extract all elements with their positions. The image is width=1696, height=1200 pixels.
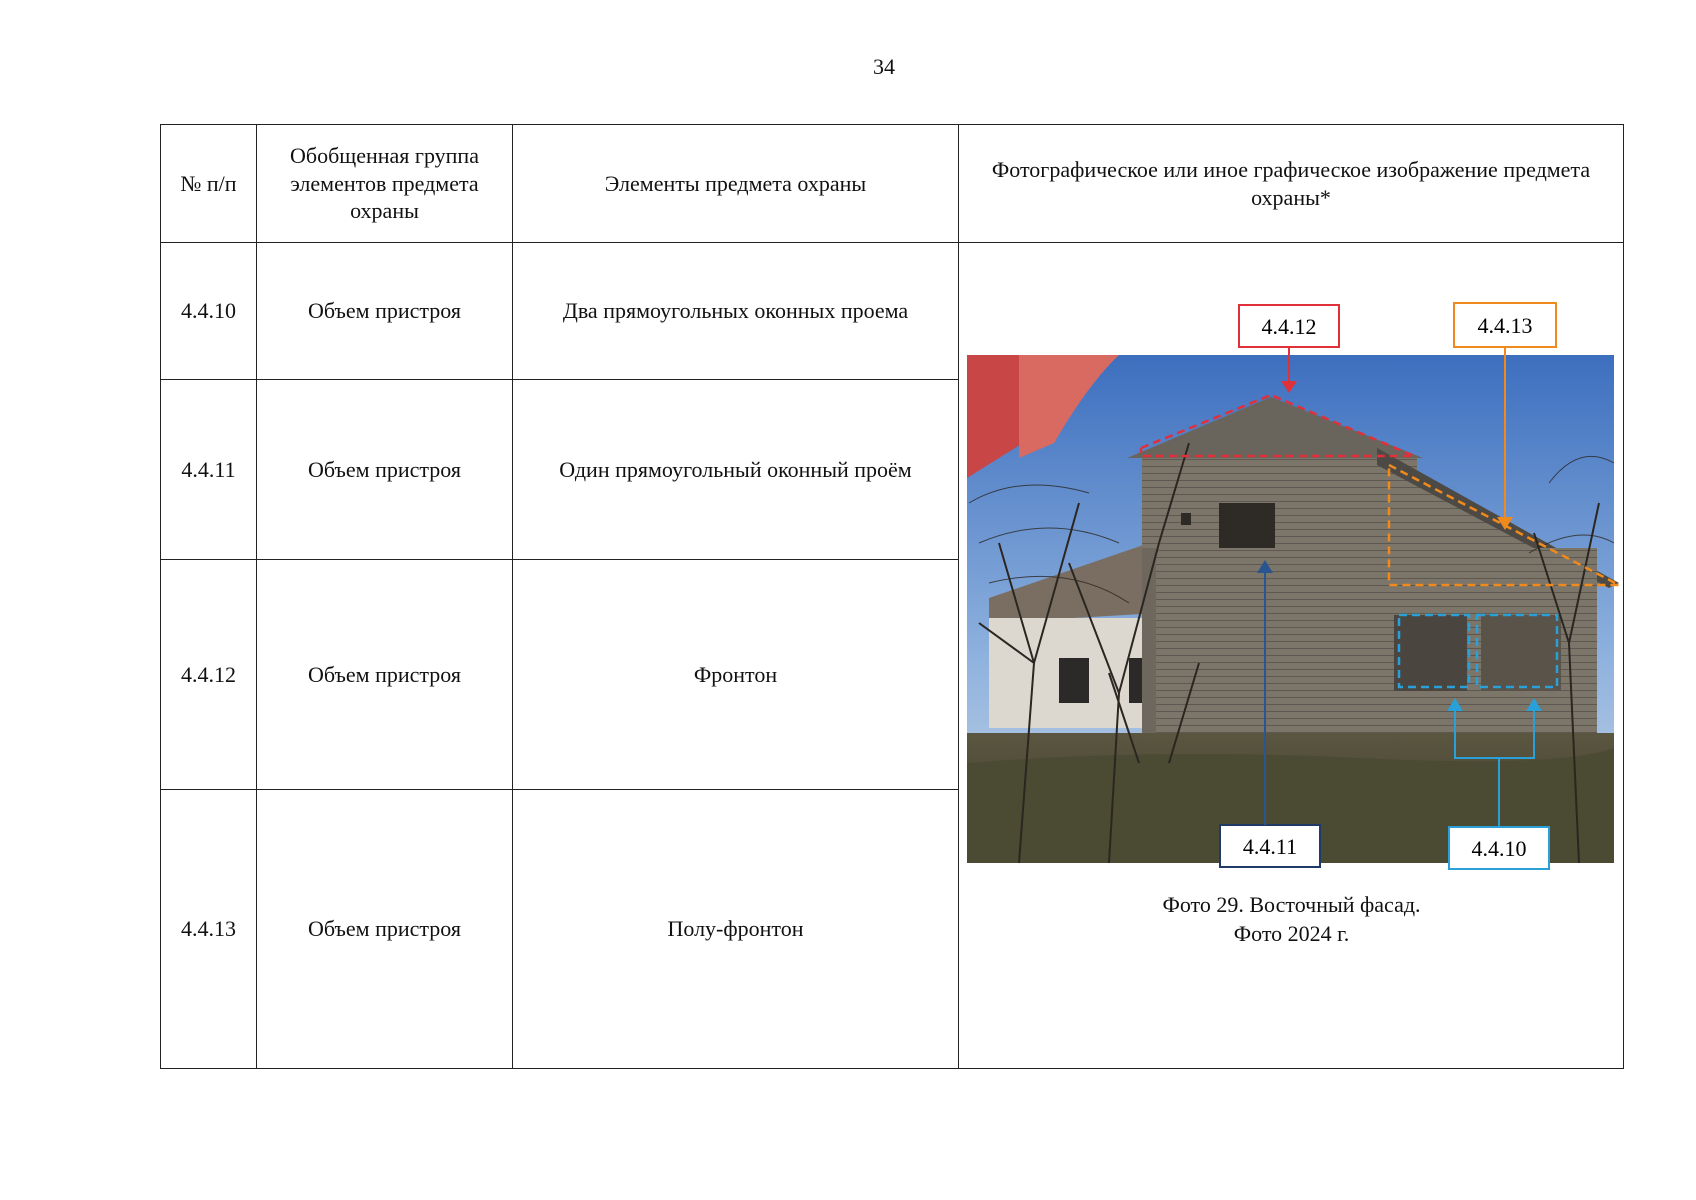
row-num: 4.4.12 [161,560,257,790]
row-num: 4.4.10 [161,243,257,379]
row-group: Объем пристроя [257,243,513,379]
row-element: Фронтон [513,560,959,790]
row-element: Два прямоугольных оконных проема [513,243,959,379]
row-element: Полу-фронтон [513,790,959,1069]
row-group: Объем пристроя [257,560,513,790]
callout-label-10: 4.4.10 [1471,836,1527,862]
callout-label-12: 4.4.12 [1261,314,1317,340]
row-group: Объем пристроя [257,790,513,1069]
photo-caption [959,891,1624,948]
facade-photo-figure [959,243,1624,1073]
callout-label-11: 4.4.11 [1242,834,1298,860]
protection-table [160,124,1624,1069]
page-number: 34 [873,54,895,79]
table-header-row [161,125,1624,243]
facade-photo [959,243,1624,883]
row-element: Один прямоугольный оконный проём [513,379,959,560]
callout-label-13: 4.4.13 [1477,313,1533,339]
row-group: Объем пристроя [257,379,513,560]
row-num: 4.4.13 [161,790,257,1069]
table-row [161,243,1624,379]
row-num: 4.4.11 [161,379,257,560]
header-num: № п/п [161,125,257,243]
header-group: Обобщенная группа элементов предмета охраны [257,125,513,243]
photo-caption-line2: Фото 2024 г. [1233,920,1350,946]
header-image: Фотографическое или иное графическое изображение предмета охраны* [959,125,1624,243]
photo-image [967,355,1619,863]
photo-cell [959,243,1624,1069]
header-elements: Элементы предмета охраны [513,125,959,243]
photo-caption-line1: Фото 29. Восточный фасад. [1162,892,1421,918]
